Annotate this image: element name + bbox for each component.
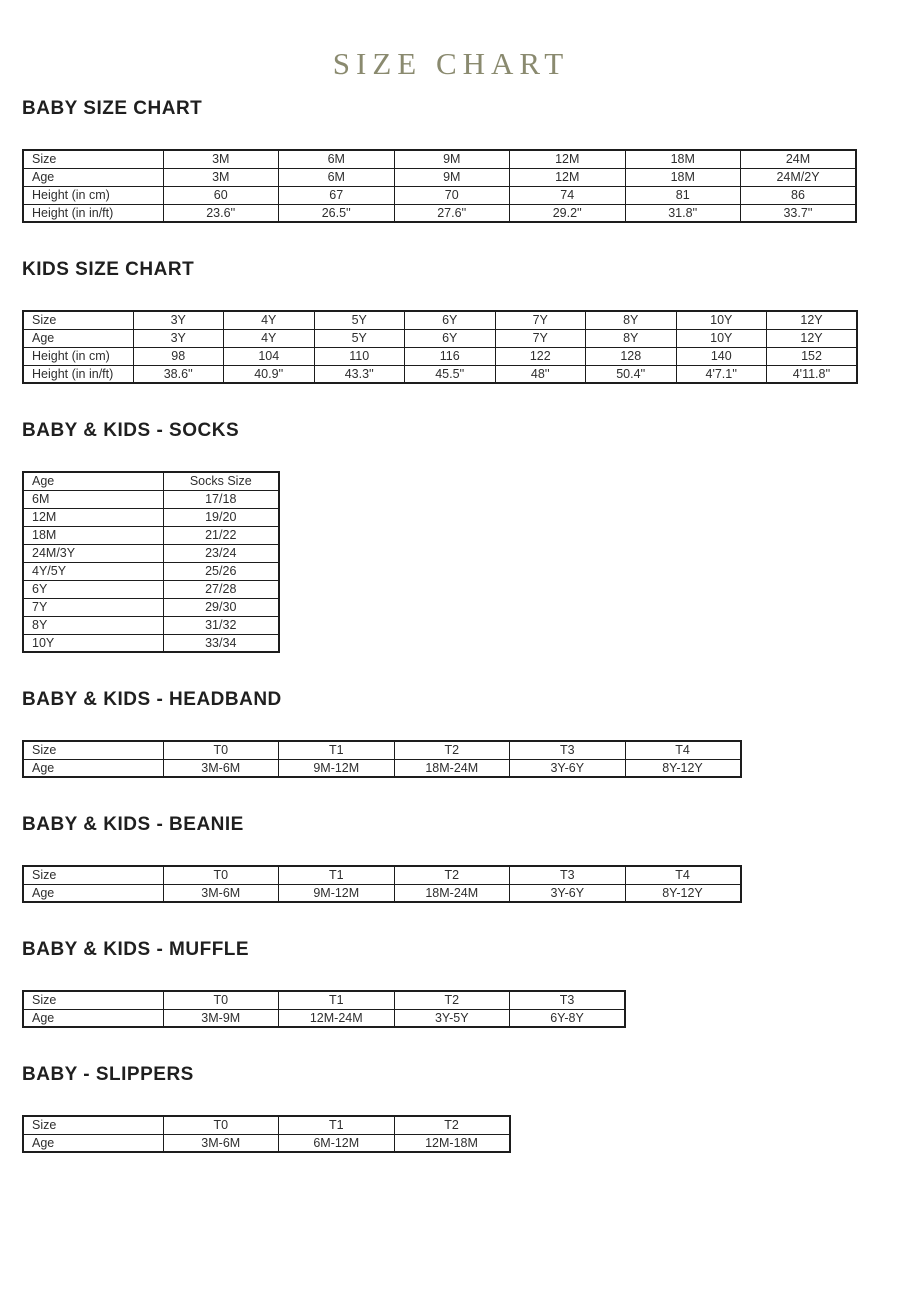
value-cell: 7Y <box>495 329 586 347</box>
value-cell: 12M-24M <box>279 1009 395 1027</box>
row-label-cell: Age <box>23 168 163 186</box>
value-cell: 122 <box>495 347 586 365</box>
value-cell: 5Y <box>314 311 405 329</box>
value-cell: 12M-18M <box>394 1134 510 1152</box>
value-cell: 48'' <box>495 365 586 383</box>
row-label-cell: Height (in cm) <box>23 347 133 365</box>
value-cell: T3 <box>510 991 626 1009</box>
value-cell: 19/20 <box>163 508 279 526</box>
row-label-cell: 8Y <box>23 616 163 634</box>
baby-kids-beanie-table <box>22 865 742 903</box>
table-row <box>23 472 279 490</box>
value-cell: 4'11.8'' <box>767 365 858 383</box>
value-cell: T3 <box>510 741 626 759</box>
value-cell: 116 <box>405 347 496 365</box>
baby-kids-headband-table <box>22 740 742 778</box>
value-cell: 18M <box>625 168 741 186</box>
value-cell: T1 <box>279 866 395 884</box>
value-cell: 18M-24M <box>394 759 510 777</box>
value-cell: 18M <box>625 150 741 168</box>
row-label-cell: Size <box>23 741 163 759</box>
value-cell: 23.6'' <box>163 204 279 222</box>
row-label-cell: Size <box>23 311 133 329</box>
value-cell: 4Y <box>224 329 315 347</box>
value-cell: Socks Size <box>163 472 279 490</box>
table-row <box>23 741 741 759</box>
row-label-cell: 4Y/5Y <box>23 562 163 580</box>
value-cell: T2 <box>394 866 510 884</box>
row-label-cell: Age <box>23 759 163 777</box>
row-label-cell: Height (in in/ft) <box>23 204 163 222</box>
value-cell: 3M-6M <box>163 884 279 902</box>
value-cell: 152 <box>767 347 858 365</box>
table-row <box>23 329 857 347</box>
table-row <box>23 866 741 884</box>
value-cell: 6M <box>279 150 395 168</box>
value-cell: T4 <box>625 866 741 884</box>
table-row <box>23 490 279 508</box>
section-heading-baby-kids-beanie: BABY & KIDS - BEANIE <box>22 814 244 835</box>
section-heading-baby-kids-headband: BABY & KIDS - HEADBAND <box>22 689 282 710</box>
value-cell: 10Y <box>676 311 767 329</box>
row-label-cell: 6M <box>23 490 163 508</box>
value-cell: 3Y-5Y <box>394 1009 510 1027</box>
value-cell: 8Y <box>586 329 677 347</box>
value-cell: 31.8'' <box>625 204 741 222</box>
value-cell: 33/34 <box>163 634 279 652</box>
value-cell: 81 <box>625 186 741 204</box>
value-cell: 104 <box>224 347 315 365</box>
table-row <box>23 544 279 562</box>
value-cell: 31/32 <box>163 616 279 634</box>
baby-kids-muffle-table <box>22 990 626 1028</box>
value-cell: 40.9'' <box>224 365 315 383</box>
value-cell: T4 <box>625 741 741 759</box>
value-cell: 24M <box>741 150 857 168</box>
value-cell: 98 <box>133 347 224 365</box>
table-row <box>23 884 741 902</box>
row-label-cell: 12M <box>23 508 163 526</box>
baby-kids-socks-table <box>22 471 280 653</box>
section-heading-kids-size-chart: KIDS SIZE CHART <box>22 259 195 280</box>
value-cell: 17/18 <box>163 490 279 508</box>
value-cell: 5Y <box>314 329 405 347</box>
value-cell: 23/24 <box>163 544 279 562</box>
row-label-cell: Age <box>23 884 163 902</box>
value-cell: 29/30 <box>163 598 279 616</box>
section-heading-baby-slippers: BABY - SLIPPERS <box>22 1064 194 1085</box>
row-label-cell: Age <box>23 1009 163 1027</box>
value-cell: 9M <box>394 168 510 186</box>
value-cell: 12M <box>510 168 626 186</box>
table-row <box>23 365 857 383</box>
value-cell: T1 <box>279 1116 395 1134</box>
value-cell: 3M-6M <box>163 759 279 777</box>
table-row <box>23 311 857 329</box>
table-row <box>23 347 857 365</box>
table-row <box>23 1116 510 1134</box>
value-cell: T0 <box>163 991 279 1009</box>
value-cell: 6Y-8Y <box>510 1009 626 1027</box>
row-label-cell: Height (in in/ft) <box>23 365 133 383</box>
value-cell: 27/28 <box>163 580 279 598</box>
table-row <box>23 526 279 544</box>
value-cell: 21/22 <box>163 526 279 544</box>
value-cell: 74 <box>510 186 626 204</box>
value-cell: 38.6'' <box>133 365 224 383</box>
value-cell: 86 <box>741 186 857 204</box>
value-cell: 8Y-12Y <box>625 884 741 902</box>
value-cell: T0 <box>163 741 279 759</box>
table-row <box>23 616 279 634</box>
table-row <box>23 991 625 1009</box>
table-row <box>23 186 856 204</box>
value-cell: 140 <box>676 347 767 365</box>
value-cell: 12Y <box>767 311 858 329</box>
row-label-cell: Age <box>23 472 163 490</box>
baby-slippers-table <box>22 1115 511 1153</box>
row-label-cell: Height (in cm) <box>23 186 163 204</box>
row-label-cell: 10Y <box>23 634 163 652</box>
table-row <box>23 204 856 222</box>
value-cell: 12Y <box>767 329 858 347</box>
value-cell: 43.3'' <box>314 365 405 383</box>
value-cell: 3M-9M <box>163 1009 279 1027</box>
row-label-cell: Size <box>23 1116 163 1134</box>
value-cell: 25/26 <box>163 562 279 580</box>
value-cell: 4Y <box>224 311 315 329</box>
row-label-cell: 6Y <box>23 580 163 598</box>
value-cell: 24M/2Y <box>741 168 857 186</box>
value-cell: 8Y <box>586 311 677 329</box>
table-row <box>23 1134 510 1152</box>
value-cell: 8Y-12Y <box>625 759 741 777</box>
baby-size-chart-table <box>22 149 857 223</box>
table-row <box>23 759 741 777</box>
value-cell: 3Y <box>133 311 224 329</box>
value-cell: 60 <box>163 186 279 204</box>
value-cell: T3 <box>510 866 626 884</box>
value-cell: 10Y <box>676 329 767 347</box>
value-cell: 29.2'' <box>510 204 626 222</box>
value-cell: 33.7'' <box>741 204 857 222</box>
row-label-cell: 18M <box>23 526 163 544</box>
value-cell: 3Y-6Y <box>510 884 626 902</box>
sections-container <box>0 98 902 1153</box>
section-heading-baby-size-chart: BABY SIZE CHART <box>22 98 203 119</box>
value-cell: T1 <box>279 741 395 759</box>
value-cell: 12M <box>510 150 626 168</box>
value-cell: 3M <box>163 168 279 186</box>
value-cell: 3Y-6Y <box>510 759 626 777</box>
row-label-cell: Size <box>23 150 163 168</box>
table-row <box>23 168 856 186</box>
value-cell: T2 <box>394 741 510 759</box>
value-cell: 45.5'' <box>405 365 496 383</box>
value-cell: 6Y <box>405 311 496 329</box>
value-cell: 9M-12M <box>279 759 395 777</box>
value-cell: 6M <box>279 168 395 186</box>
value-cell: 3Y <box>133 329 224 347</box>
table-row <box>23 580 279 598</box>
value-cell: 67 <box>279 186 395 204</box>
value-cell: 27.6'' <box>394 204 510 222</box>
table-row <box>23 1009 625 1027</box>
value-cell: 50.4'' <box>586 365 677 383</box>
kids-size-chart-table <box>22 310 858 384</box>
value-cell: 4'7.1'' <box>676 365 767 383</box>
value-cell: T0 <box>163 866 279 884</box>
value-cell: 3M-6M <box>163 1134 279 1152</box>
value-cell: 18M-24M <box>394 884 510 902</box>
table-row <box>23 508 279 526</box>
value-cell: T1 <box>279 991 395 1009</box>
section-heading-baby-kids-muffle: BABY & KIDS - MUFFLE <box>22 939 250 960</box>
row-label-cell: 24M/3Y <box>23 544 163 562</box>
value-cell: T2 <box>394 1116 510 1134</box>
value-cell: T0 <box>163 1116 279 1134</box>
table-row <box>23 634 279 652</box>
value-cell: 9M <box>394 150 510 168</box>
row-label-cell: Age <box>23 329 133 347</box>
table-row <box>23 150 856 168</box>
table-row <box>23 562 279 580</box>
value-cell: 128 <box>586 347 677 365</box>
page-title: SIZE CHART <box>332 46 570 81</box>
value-cell: T2 <box>394 991 510 1009</box>
row-label-cell: Size <box>23 991 163 1009</box>
value-cell: 3M <box>163 150 279 168</box>
value-cell: 6M-12M <box>279 1134 395 1152</box>
section-heading-baby-kids-socks: BABY & KIDS - SOCKS <box>22 420 240 441</box>
row-label-cell: Age <box>23 1134 163 1152</box>
table-row <box>23 598 279 616</box>
value-cell: 7Y <box>495 311 586 329</box>
value-cell: 6Y <box>405 329 496 347</box>
value-cell: 70 <box>394 186 510 204</box>
row-label-cell: Size <box>23 866 163 884</box>
value-cell: 110 <box>314 347 405 365</box>
value-cell: 26.5'' <box>279 204 395 222</box>
value-cell: 9M-12M <box>279 884 395 902</box>
row-label-cell: 7Y <box>23 598 163 616</box>
